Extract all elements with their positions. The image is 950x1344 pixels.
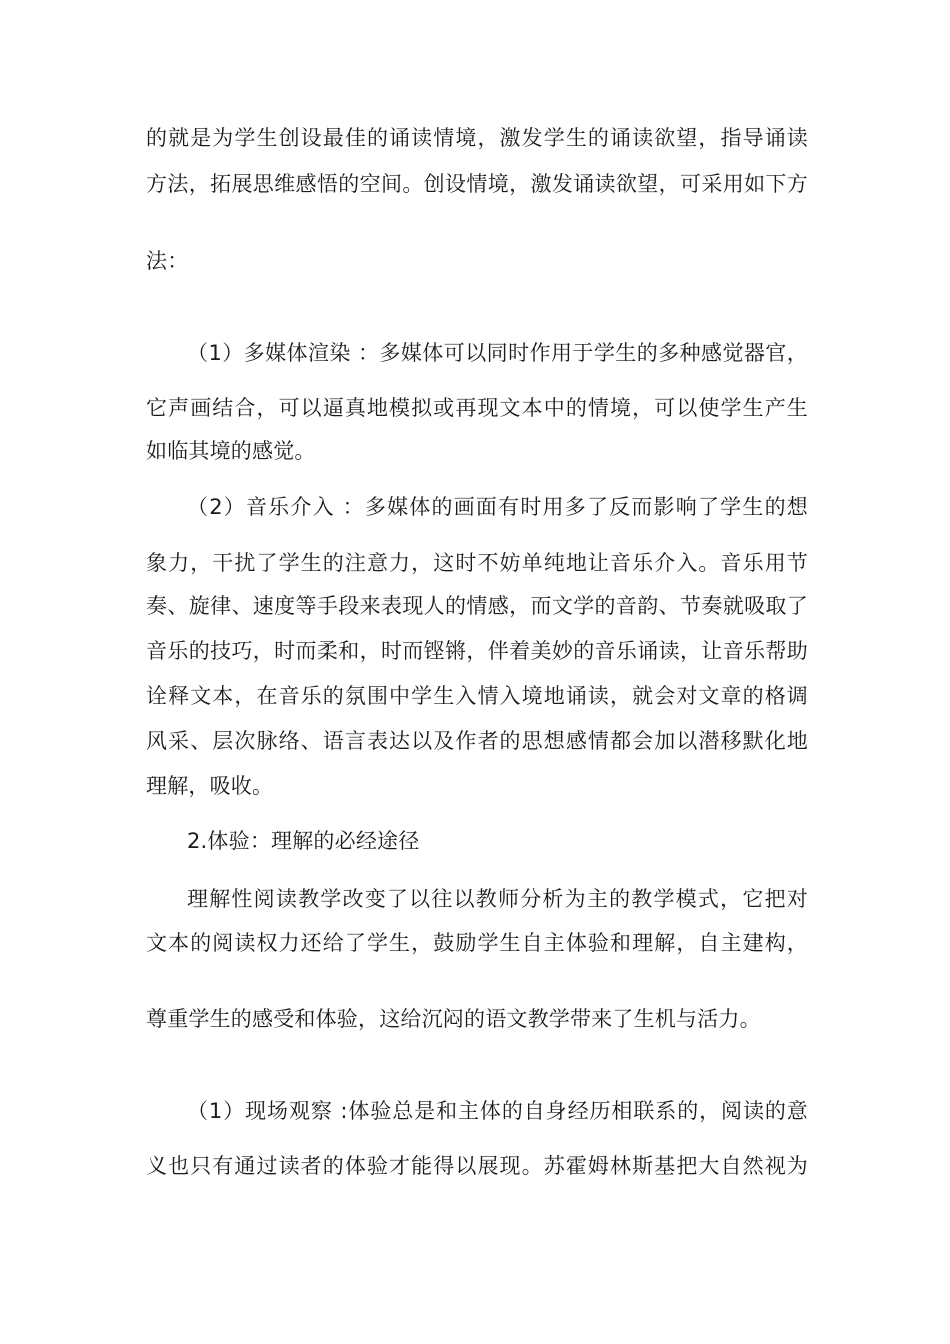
text-line: 方法，拓展思维感悟的空间。创设情境，激发诵读欲望，可采用如下方 [146,172,808,196]
section-heading: 2.体验：理解的必经途径 [187,829,420,853]
text-line: （1）现场观察 :体验总是和主体的自身经历相联系的，阅读的意 [187,1099,808,1123]
text-line: 文本的阅读权力还给了学生，鼓励学生自主体验和理解，自主建构， [146,931,808,955]
text-line: 象力，干扰了学生的注意力，这时不妨单纯地让音乐介入。音乐用节 [146,551,808,575]
text-line: 尊重学生的感受和体验，这给沉闷的语文教学带来了生机与活力。 [146,1007,761,1031]
text-line: 它声画结合，可以逼真地模拟或再现文本中的情境，可以使学生产生 [146,396,808,420]
text-line: 诠释文本，在音乐的氛围中学生入情入境地诵读，就会对文章的格调 [146,684,808,708]
text-line: 理解，吸收。 [146,774,274,798]
text-line: 的就是为学生创设最佳的诵读情境，激发学生的诵读欲望，指导诵读 [146,126,808,150]
text-line: 奏、旋律、速度等手段来表现人的情感，而文学的音韵、节奏就吸取了 [146,594,808,618]
text-line: 理解性阅读教学改变了以往以教师分析为主的教学模式，它把对 [187,887,808,911]
text-line: （2）音乐介入 ：多媒体的画面有时用多了反而影响了学生的想 [187,495,808,519]
text-line: 风采、层次脉络、语言表达以及作者的思想感情都会加以潜移默化地 [146,729,808,753]
text-line: 如临其境的感觉。 [146,439,316,463]
text-line: 义也只有通过读者的体验才能得以展现。苏霍姆林斯基把大自然视为 [146,1154,808,1178]
text-line: 音乐的技巧，时而柔和，时而铿锵，伴着美妙的音乐诵读，让音乐帮助 [146,639,808,663]
text-line: 法： [146,249,189,273]
text-line: （1）多媒体渲染 ：多媒体可以同时作用于学生的多种感觉器官， [187,341,808,365]
